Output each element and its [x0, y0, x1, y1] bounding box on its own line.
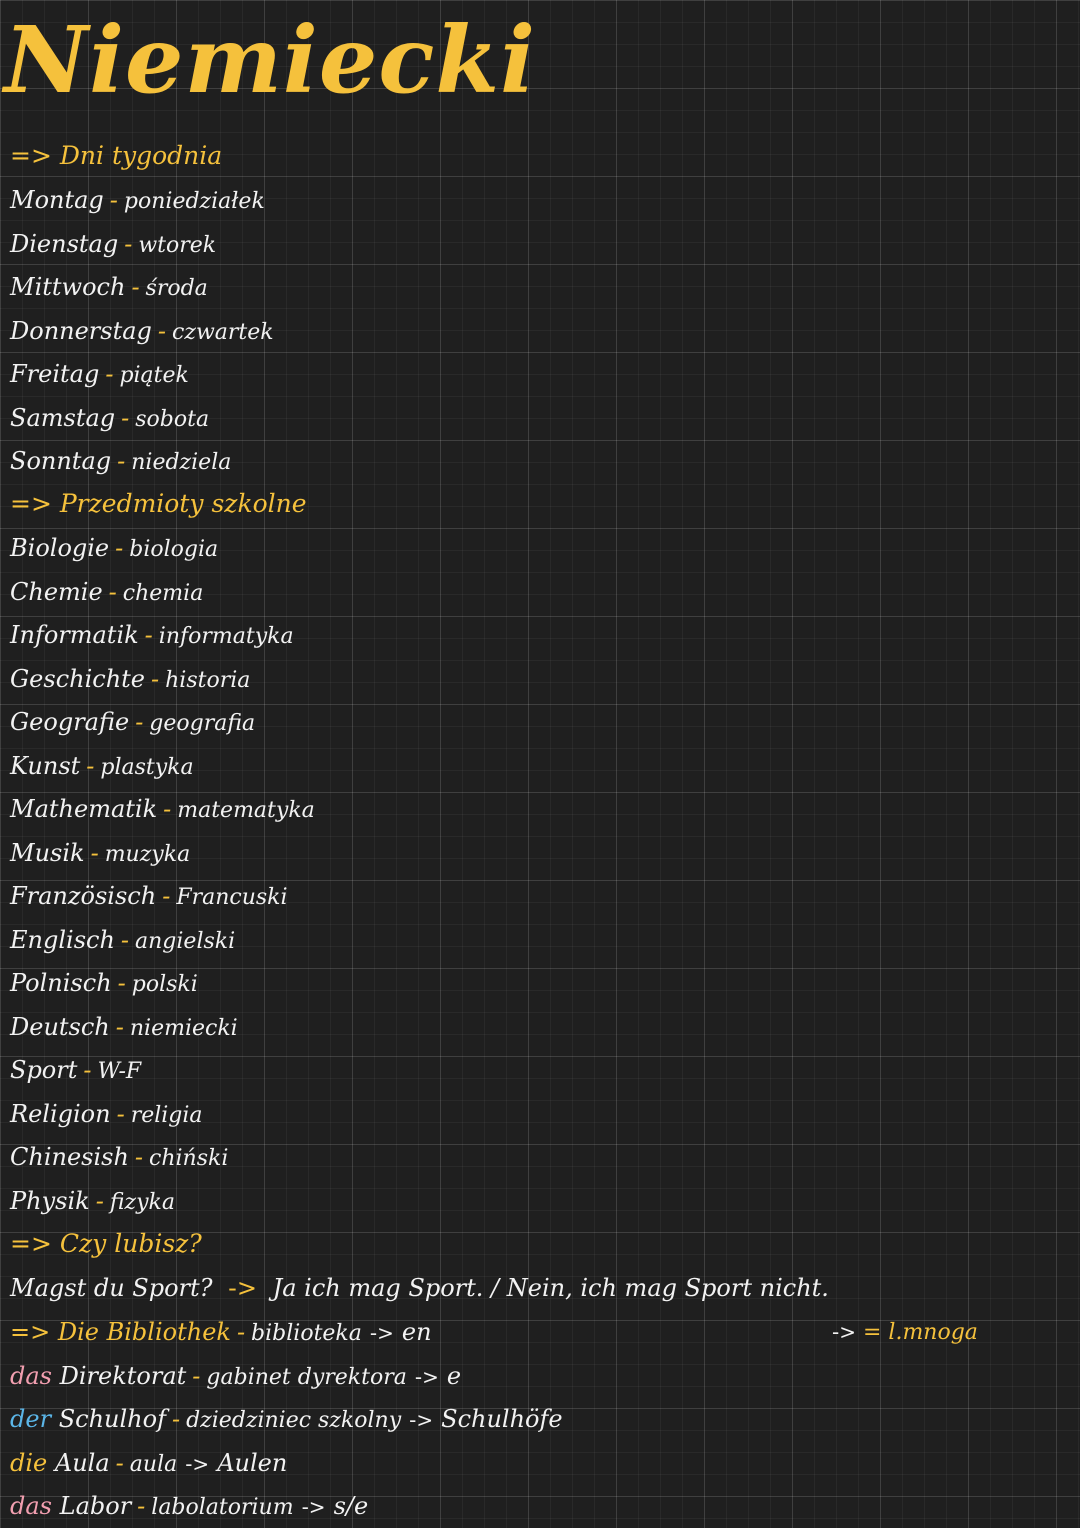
- polish-word: plastyka: [100, 754, 194, 780]
- dash: -: [124, 229, 133, 258]
- subject-entry: [10, 789, 315, 829]
- german-word: Chemie: [10, 577, 103, 606]
- german-word: Schulhof: [58, 1405, 166, 1433]
- dash: -: [151, 664, 160, 693]
- dash: -: [105, 360, 114, 388]
- polish-word: chiński: [149, 1146, 229, 1171]
- place-entry: [10, 1312, 432, 1352]
- plural-form: en: [401, 1318, 432, 1346]
- german-word: Chinesish: [10, 1143, 129, 1171]
- section-header-subjects: [10, 484, 307, 524]
- german-word: Deutsch: [10, 1012, 110, 1041]
- german-word: Samstag: [10, 403, 116, 432]
- dash: -: [162, 882, 171, 910]
- day-entry: [10, 398, 209, 438]
- german-word: Direktorat: [59, 1361, 187, 1390]
- answer: Ja ich mag Sport. / Nein, ich mag Sport nicht.: [272, 1274, 829, 1302]
- dash: -: [83, 1056, 92, 1084]
- double-arrow-icon: =>: [10, 1229, 52, 1258]
- polish-word: czwartek: [172, 319, 274, 345]
- day-entry: [10, 267, 208, 307]
- polish-word: angielski: [135, 928, 236, 954]
- dash: -: [163, 795, 172, 823]
- dash: -: [90, 838, 99, 867]
- dash: -: [121, 403, 130, 432]
- polish-word: dziedziniec szkolny: [186, 1408, 402, 1433]
- german-word: Englisch: [10, 925, 115, 954]
- polish-word: chemia: [122, 580, 204, 606]
- german-word: Sport: [10, 1056, 78, 1084]
- german-word: Labor: [59, 1492, 132, 1520]
- dash: -: [171, 1405, 181, 1433]
- polish-word: matematyka: [177, 798, 315, 823]
- note-text: = l.mnoga: [862, 1320, 978, 1345]
- dash: -: [115, 1012, 124, 1041]
- dash: -: [120, 925, 130, 954]
- plural-form: Schulhöfe: [441, 1405, 563, 1433]
- plural-note: [832, 1312, 978, 1352]
- double-arrow-icon: =>: [10, 141, 52, 170]
- german-word: Montag: [10, 186, 104, 214]
- german-word: Dienstag: [10, 229, 119, 258]
- german-word: Donnerstag: [10, 316, 152, 345]
- german-word: Informatik: [10, 621, 139, 649]
- article: die: [10, 1448, 48, 1477]
- dash: -: [95, 1186, 104, 1215]
- double-arrow-icon: =>: [10, 489, 52, 518]
- german-word: Religion: [10, 1099, 111, 1128]
- german-word: Geschichte: [10, 664, 146, 693]
- subject-entry: [10, 963, 198, 1003]
- question: Magst du Sport?: [10, 1274, 213, 1302]
- german-word: Physik: [10, 1186, 90, 1215]
- polish-word: biblioteka: [251, 1321, 362, 1346]
- polish-word: niedziela: [131, 450, 232, 475]
- polish-word: historia: [165, 667, 251, 693]
- arrow-icon: ->: [414, 1364, 439, 1389]
- section-title: Przedmioty szkolne: [59, 489, 307, 518]
- arrow-icon: ->: [228, 1274, 257, 1302]
- german-word: Mittwoch: [10, 273, 126, 301]
- arrow-icon: ->: [409, 1408, 434, 1432]
- plural-form: Aulen: [217, 1448, 288, 1477]
- polish-word: fizyka: [109, 1189, 175, 1215]
- article: das: [10, 1492, 52, 1520]
- polish-word: poniedziałek: [123, 189, 265, 214]
- polish-word: biologia: [129, 537, 219, 562]
- subject-entry: [10, 746, 194, 786]
- section-header-like: [10, 1224, 202, 1264]
- day-entry: [10, 180, 265, 220]
- german-word: Geografie: [10, 708, 130, 736]
- dash: -: [117, 969, 126, 997]
- german-word: Sonntag: [10, 447, 112, 475]
- german-word: Biologie: [10, 534, 110, 562]
- german-word: Aula: [54, 1448, 110, 1477]
- dash: -: [144, 621, 153, 649]
- german-word: Die Bibliothek: [57, 1318, 231, 1346]
- plural-form: e: [446, 1361, 462, 1390]
- polish-word: Francuski: [176, 885, 288, 910]
- place-entry: [10, 1399, 563, 1439]
- dash: -: [236, 1318, 246, 1346]
- article: das: [10, 1361, 52, 1390]
- day-entry: [10, 354, 189, 394]
- polish-word: religia: [130, 1102, 203, 1128]
- dash: -: [157, 316, 167, 345]
- german-word: Freitag: [10, 360, 100, 388]
- polish-word: piątek: [119, 363, 189, 388]
- polish-word: gabinet dyrektora: [206, 1364, 407, 1390]
- polish-word: geografia: [149, 711, 256, 736]
- polish-word: polski: [131, 972, 198, 997]
- dash: -: [86, 751, 95, 780]
- german-word: Polnisch: [10, 969, 112, 997]
- subject-entry: [10, 876, 288, 916]
- place-entry: [10, 1356, 461, 1396]
- subject-entry: [10, 702, 255, 742]
- polish-word: niemiecki: [129, 1015, 238, 1041]
- german-word: Musik: [10, 838, 85, 867]
- plural-form: s/e: [333, 1492, 369, 1520]
- subject-entry: [10, 1181, 175, 1221]
- german-word: Mathematik: [10, 795, 158, 823]
- subject-entry: [10, 1137, 228, 1177]
- dash: -: [135, 708, 144, 736]
- arrow-icon: ->: [301, 1495, 326, 1519]
- arrow-icon: ->: [185, 1451, 210, 1476]
- subject-entry: [10, 1007, 238, 1047]
- day-entry: [10, 311, 274, 351]
- dash: -: [115, 534, 124, 562]
- subject-entry: [10, 920, 235, 960]
- like-example: [10, 1268, 829, 1308]
- section-title: Dni tygodnia: [59, 141, 223, 170]
- polish-word: środa: [145, 276, 208, 301]
- dash: -: [115, 1448, 124, 1477]
- polish-word: muzyka: [104, 841, 191, 867]
- section-title: Czy lubisz?: [59, 1229, 202, 1258]
- subject-entry: [10, 659, 250, 699]
- subject-entry: [10, 572, 203, 612]
- section-header-days: [10, 136, 222, 176]
- dash: -: [131, 273, 140, 301]
- dash: -: [116, 1099, 125, 1128]
- arrow-icon: ->: [369, 1321, 394, 1345]
- polish-word: wtorek: [138, 232, 217, 258]
- arrow-icon: ->: [832, 1320, 856, 1344]
- dash: -: [134, 1143, 144, 1171]
- dash: -: [137, 1492, 146, 1520]
- polish-word: W-F: [97, 1059, 142, 1084]
- subject-entry: [10, 1050, 141, 1090]
- dash: -: [108, 577, 117, 606]
- subject-entry: [10, 615, 294, 655]
- dash: -: [109, 186, 118, 214]
- subject-entry: [10, 1094, 203, 1134]
- day-entry: [10, 441, 231, 481]
- polish-word: aula: [129, 1451, 178, 1477]
- polish-word: sobota: [135, 406, 210, 432]
- german-word: Kunst: [10, 751, 81, 780]
- subject-entry: [10, 528, 218, 568]
- place-entry: [10, 1486, 368, 1526]
- dash: -: [192, 1361, 201, 1390]
- article: der: [10, 1405, 52, 1433]
- day-entry: [10, 224, 216, 264]
- page-title: Niemiecki: [4, 6, 537, 114]
- polish-word: labolatorium: [151, 1495, 294, 1520]
- polish-word: informatyka: [158, 624, 294, 649]
- double-arrow-icon: =>: [10, 1318, 51, 1346]
- dash: -: [117, 447, 126, 475]
- subject-entry: [10, 833, 190, 873]
- place-entry: [10, 1443, 287, 1483]
- german-word: Französisch: [10, 882, 157, 910]
